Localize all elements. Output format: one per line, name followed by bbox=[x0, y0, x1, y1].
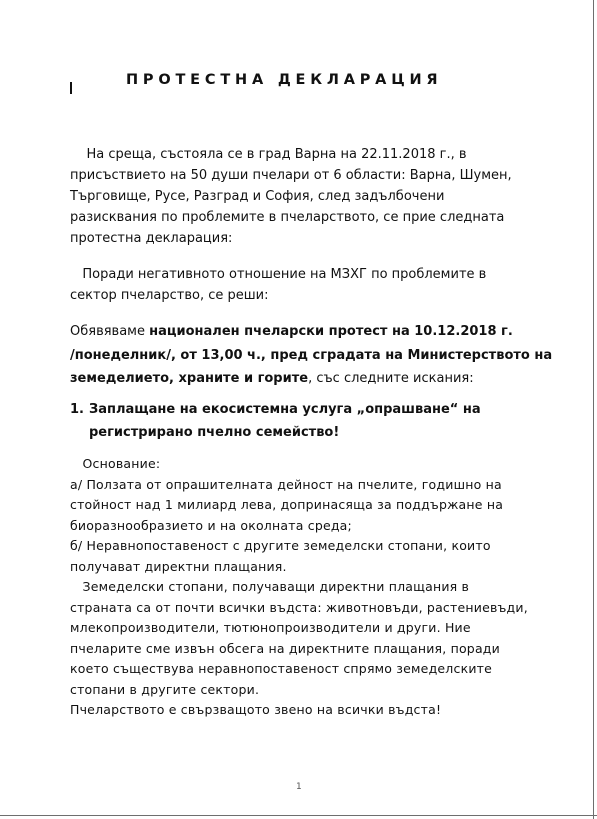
intro-line: разисквания по проблемите в пчеларството, се прие следната bbox=[70, 210, 505, 225]
page-number: 1 bbox=[296, 782, 302, 792]
page-edge-bottom bbox=[0, 815, 597, 816]
basis-line: получават директни плащания. bbox=[70, 558, 287, 574]
intro-line: На среща, състояла се в град Варна на 22.11.2018 г., в bbox=[70, 147, 467, 162]
decision-paragraph bbox=[70, 264, 550, 306]
basis-line: Земеделски стопани, получаващи директни плащания в bbox=[70, 579, 470, 594]
intro-line: Търговище, Русе, Разград и София, след задълбочени bbox=[70, 189, 445, 204]
intro-line: протестна декларация: bbox=[70, 231, 233, 246]
basis-line: стойност над 1 милиард лева, допринасяща за поддържане на bbox=[70, 497, 504, 512]
basis-line: което съществува неравнопоставеност спрямо земеделските bbox=[70, 661, 493, 676]
basis-line: стопани в другите сектори. bbox=[70, 681, 260, 697]
decision-line: Поради негативното отношение на МЗХГ по проблемите в bbox=[70, 267, 487, 282]
basis-section bbox=[70, 454, 528, 721]
page-edge-right bbox=[593, 0, 594, 819]
announcement-bold-1: национален пчеларски протест на 10.12.2018 г. bbox=[149, 324, 513, 339]
basis-line: страната са от почти всички въдста: животновъди, растениевъди, bbox=[70, 599, 528, 615]
demand-line: регистрирано пчелно семейство! bbox=[89, 425, 340, 440]
basis-line: б/ Неравнопоставеност с другите земеделски стопани, които bbox=[70, 538, 491, 553]
document-title: ПРОТЕСТНА ДЕКЛАРАЦИЯ bbox=[126, 72, 443, 88]
intro-paragraph bbox=[70, 144, 550, 249]
demand-number: 1. bbox=[70, 402, 84, 417]
announcement-bold-3: земеделието, храните и горите bbox=[70, 371, 309, 386]
intro-line: присъствието на 50 души пчелари от 6 области: Варна, Шумен, bbox=[70, 168, 512, 183]
announcement-tail: , със следните искания: bbox=[308, 371, 474, 386]
announcement-lead: Обявяваме bbox=[70, 324, 150, 339]
demand-line: Заплащане на екосистемна услуга „опрашване“ на bbox=[89, 402, 481, 417]
announcement-line-3 bbox=[70, 367, 552, 391]
decision-line: сектор пчеларство, се реши: bbox=[70, 288, 269, 303]
basis-line: Пчеларството е свързващото звено на всички въдста! bbox=[70, 702, 442, 717]
demand-text bbox=[89, 398, 481, 444]
announcement-line-1 bbox=[70, 320, 552, 344]
basis-line: млекопроизводители, тютюнопроизводители и други. Ние bbox=[70, 620, 471, 635]
basis-line: а/ Ползата от опрашителната дейност на пчелите, годишно на bbox=[70, 476, 502, 492]
announcement-bold-2: /понеделник/, от 13,00 ч., пред сградата на Министерството на bbox=[70, 347, 553, 363]
text-cursor bbox=[70, 82, 72, 94]
basis-line: биоразнообразието и на околната среда; bbox=[70, 517, 352, 533]
announcement-paragraph bbox=[70, 320, 552, 391]
basis-line: пчеларите сме извън обсега на директните плащания, поради bbox=[70, 640, 500, 656]
basis-heading: Основание: bbox=[70, 456, 161, 471]
